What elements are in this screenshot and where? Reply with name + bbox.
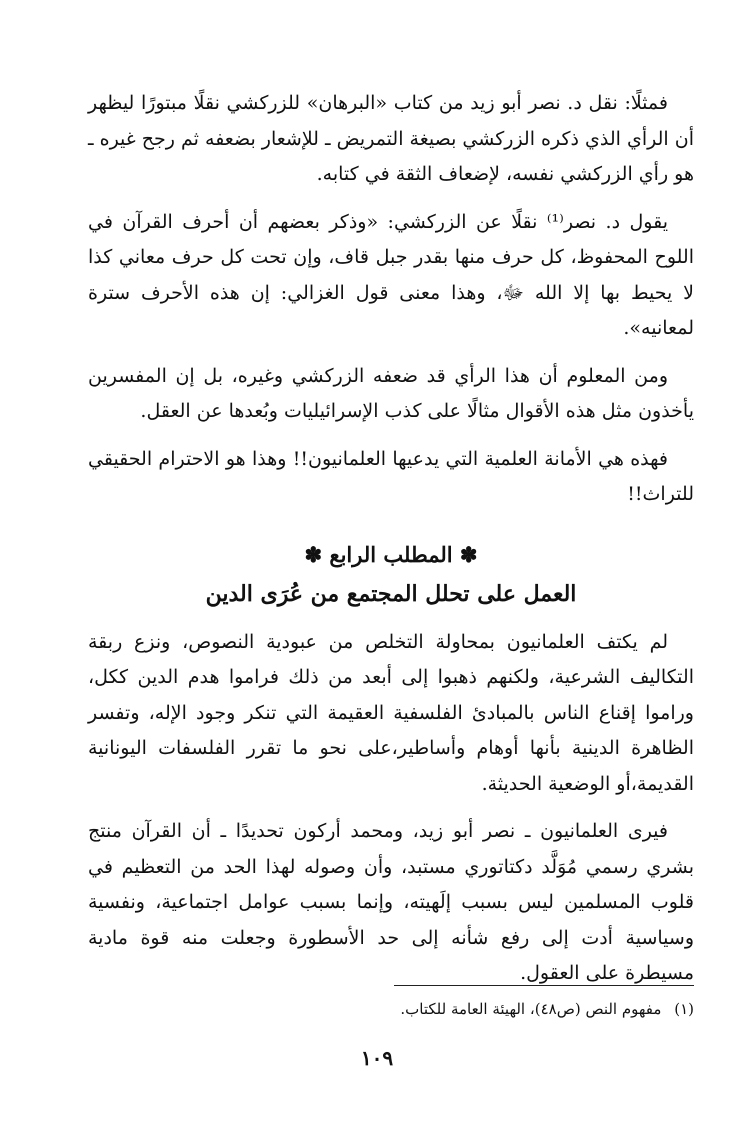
footnote-text: مفهوم النص (ص٤٨)، الهيئة العامة للكتاب. — [400, 1000, 662, 1018]
paragraph: يقول د. نصر⁽¹⁾ نقلًا عن الزركشي: «وذكر بعضهم أن أحرف القرآن في اللوح المحفوظ، كل حرف منها بقدر جبل قاف، وإن تحت كل حرف معاني كذا لا يحيط بها إلا الله ﷻ، وهذا معنى قول الغزالي: إن هذه الأحرف سترة لمعانيه». — [88, 210, 694, 339]
paragraph: فهذه هي الأمانة العلمية التي يدعيها العلمانيون!! وهذا هو الاحترام الحقيقي للتراث!! — [88, 447, 694, 505]
footnote-number: (١) — [674, 1000, 694, 1018]
footnote-divider — [394, 985, 694, 986]
section-label: ✽ المطلب الرابع ✽ — [304, 541, 478, 567]
paragraph: ومن المعلوم أن هذا الرأي قد ضعفه الزركشي وغيره، بل إن المفسرين يأخذون مثل هذه الأقوال مثالًا على كذب الإسرائيليات وبُعدها عن العقل. — [88, 364, 694, 422]
page-number: ١٠٩ — [360, 1046, 394, 1070]
main-text — [88, 86, 694, 1004]
paragraph: لم يكتف العلمانيون بمحاولة التخلص من عبودية النصوص، ونزع ربقة التكاليف الشرعية، ولكنهم ذهبوا إلى أبعد من ذلك فراموا هدم الدين ككل، وراموا إقناع الناس بالمبادئ الفلسفية العقيمة التي تنكر وجود الإله، وتفسر الظاهرة الدينية بأنها أوهام وأساطير،على نحو ما تقرر الفلسفات اليونانية القديمة،أو الوضعية الحديثة. — [88, 630, 694, 795]
footnote — [88, 997, 694, 1021]
paragraph: فمثلًا: نقل د. نصر أبو زيد من كتاب «البرهان» للزركشي نقلًا مبتورًا ليظهر أن الرأي الذي ذكره الزركشي بصيغة التمريض ـ للإشعار بضعفه ثم رجح غيره ـ هو رأي الزركشي نفسه، لإضعاف الثقة في كتابه. — [88, 92, 694, 185]
paragraph: فيرى العلمانيون ـ نصر أبو زيد، ومحمد أركون تحديدًا ـ أن القرآن منتج بشري رسمي مُوَلَّد دكتاتوري مستبد، وأن وصوله لهذا الحد من التعظيم في قلوب المسلمين ليس بسبب إلَهيته، وإنما بسبب عوامل اجتماعية، ونفسية وسياسية أدت إلى رفع شأنه إلى حد الأسطورة وجعلت منه قوة مادية مسيطرة على العقول. — [88, 820, 694, 984]
section-title: العمل على تحلل المجتمع من عُرَى الدين — [205, 580, 577, 607]
